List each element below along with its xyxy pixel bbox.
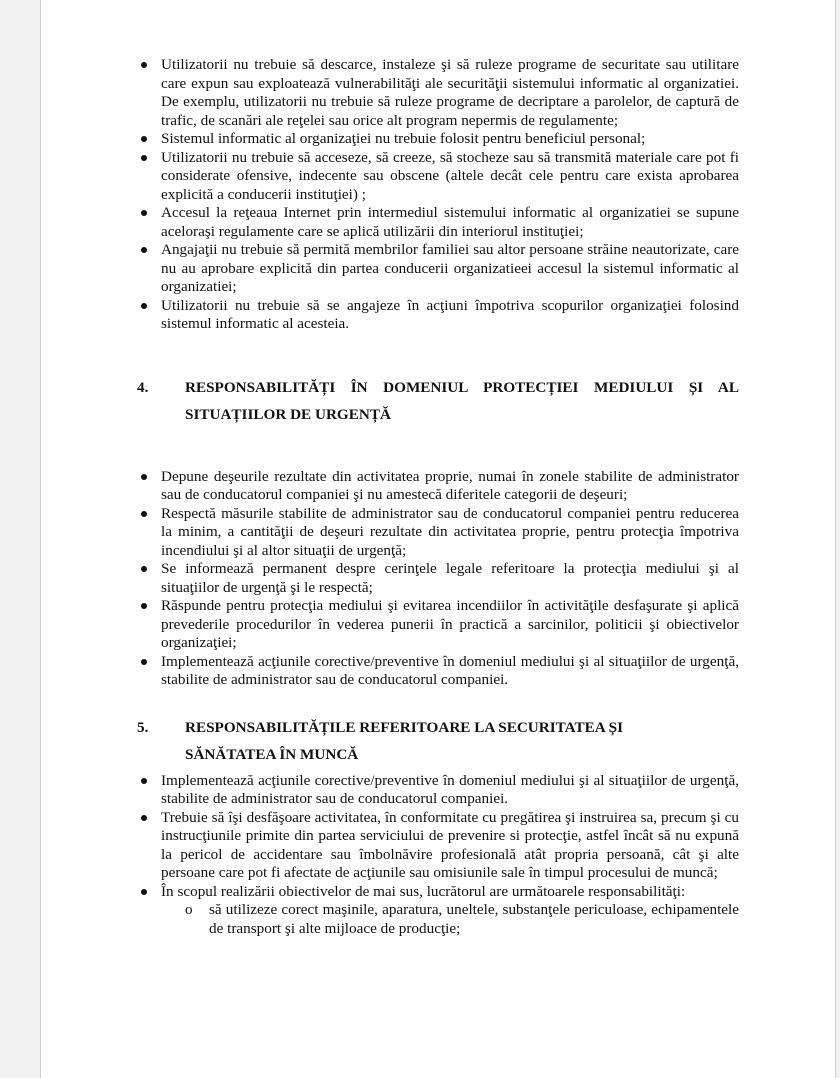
bullet-list-safety xyxy=(137,772,739,902)
list-item: Trebuie să îşi desfăşoare activitatea, în conformitate cu pregătirea şi instruirea sa, precum şi cu instrucţiunile primite din partea serviciului de prevenire si protecţie, astfel încât să nu expună la pericol de accidentare sau îmbolnăvire profesională atât propria persoană, cât şi alte persoane care pot fi afectate de acţiunile sau omisiunile sale în timpul procesului de muncă; xyxy=(137,809,739,883)
list-item: Utilizatorii nu trebuie să acceseze, să creeze, să stocheze sau să transmită materiale care pot fi considerate ofensive, indecente sau obscene (altele decât cele pentru care exista aprobarea explicită a conducerii instituţiei) ; xyxy=(137,149,739,205)
list-item: Implementează acţiunile corective/preventive în domeniul mediului şi al situaţiilor de urgenţă, stabilite de administrator sau de conducatorul companiei. xyxy=(137,772,739,809)
section-number: 4. xyxy=(137,378,149,396)
list-item: În scopul realizării obiectivelor de mai sus, lucrătorul are următoarele responsabilităţi: xyxy=(137,883,739,902)
list-item: Accesul la reţeaua Internet prin intermediul sistemului informatic al organizatiei se supune aceloraşi regulamente care se aplică utilizării din interiorul instituţiei; xyxy=(137,204,739,241)
section-title-line-2: SĂNĂTATEA ÎN MUNCĂ xyxy=(185,745,359,763)
section-5-heading xyxy=(137,714,739,768)
list-item: Implementează acţiunile corective/preventive în domeniul mediului şi al situaţiilor de urgenţă, stabilite de administrator sau de conducatorul companiei. xyxy=(137,653,739,690)
section-4-heading xyxy=(137,374,739,428)
list-item: Se informează permanent despre cerinţele legale referitoare la protecţia mediului şi al situaţiilor de urgenţă şi le respectă; xyxy=(137,560,739,597)
list-item: Utilizatorii nu trebuie să descarce, instaleze şi să ruleze programe de securitate sau utilitare care expun sau exploatează vulnerabilităţi ale securităţii sistemului informatic al organizatiei. De exemplu, utilizatorii nu trebuie să ruleze programe de decriptare a parolelor, de captură de trafic, de scanări ale reţelei sau orice alt program nepermis de regulamente; xyxy=(137,56,739,130)
section-number: 5. xyxy=(137,718,149,736)
list-item: Depune deşeurile rezultate din activitatea proprie, numai în zonele stabilite de administrator sau de conducatorul companiei şi nu amestecă diferitele categorii de deşeuri; xyxy=(137,468,739,505)
list-item: Angajaţii nu trebuie să permită membrilor familiei sau altor persoane străine neautorizate, care nu au aprobare explicită din partea conducerii organizatieei accesul la sistemul informatic al organizatiei; xyxy=(137,241,739,297)
list-item: Sistemul informatic al organizaţiei nu trebuie folosit pentru beneficiul personal; xyxy=(137,130,739,149)
list-item: Respectă măsurile stabilite de administrator sau de conducatorul companiei pentru reducerea la minim, a cantităţii de deşeuri rezultate din activitatea proprie, pentru protecţia împotriva incendiului şi al altor situaţii de urgenţă; xyxy=(137,505,739,561)
sub-list-responsibilities xyxy=(137,901,739,938)
document-page xyxy=(40,0,836,1078)
section-title-line-1: RESPONSABILITĂȚI ÎN DOMENIUL PROTECȚIEI MEDIULUI ȘI AL xyxy=(185,378,739,396)
sub-list-item: o să utilizeze corect maşinile, aparatura, uneltele, substanţele periculoase, echipamentele de transport şi alte mijloace de producţie; xyxy=(185,901,739,938)
section-title-line-1: RESPONSABILITĂȚILE REFERITOARE LA SECURITATEA ȘI xyxy=(185,718,624,736)
section-title-line-2: SITUAȚIILOR DE URGENȚĂ xyxy=(185,405,391,423)
bullet-list-environment xyxy=(137,468,739,690)
page-content xyxy=(137,56,739,938)
list-item: Răspunde pentru protecţia mediului şi evitarea incendiilor în activităţile desfaşurate şi aplică prevederile procedurilor în vederea punerii în practică a sarcinilor, politicii şi obiectivelor organizaţiei; xyxy=(137,597,739,653)
list-item: Utilizatorii nu trebuie să se angajeze în acţiuni împotriva scopurilor organizaţiei folosind sistemul informatic al acesteia. xyxy=(137,297,739,334)
bullet-list-it-rules xyxy=(137,56,739,334)
